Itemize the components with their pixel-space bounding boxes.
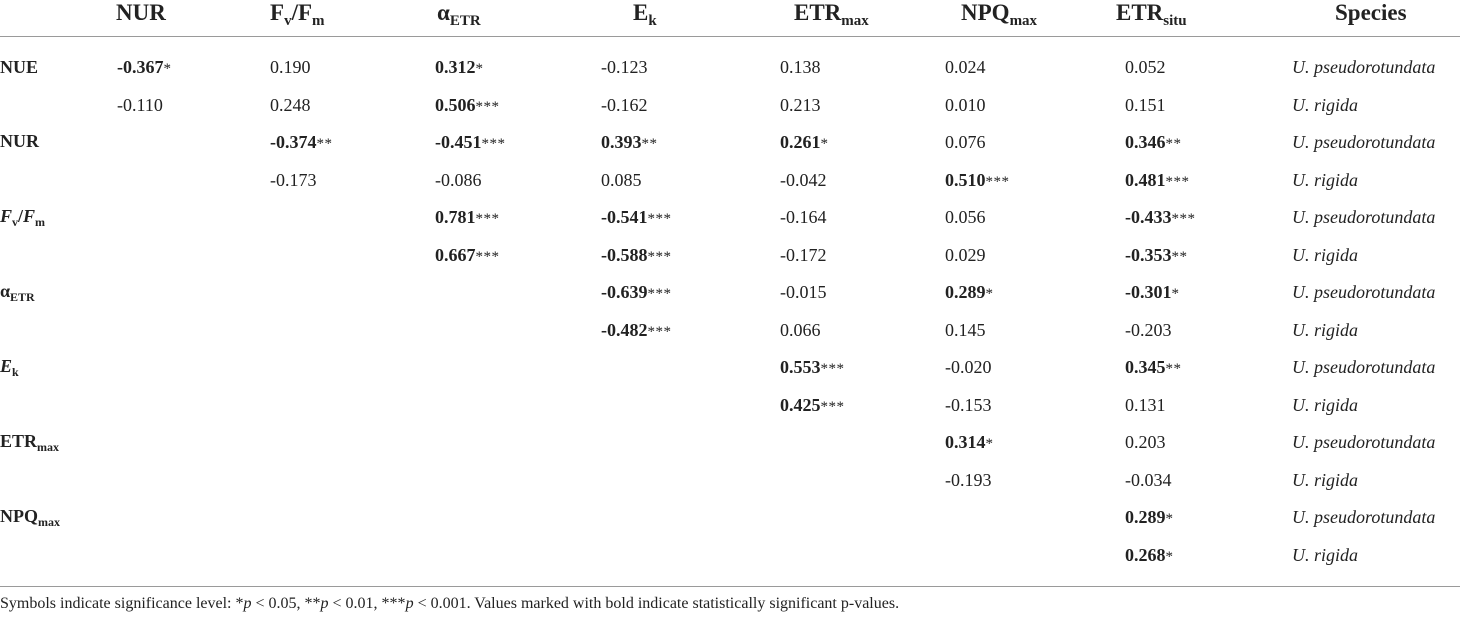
table-cell: 0.510*** [945,169,1010,190]
header-alpha-etr: $\alpha_{ETR}$ [437,0,481,29]
table-cell: 0.393** [601,132,658,152]
table-cell: -0.541*** [601,207,672,227]
row-label-nur: NUR [0,131,39,151]
table-cell: 0.010 [945,94,986,115]
species-cell: U. pseudorotundata [1292,57,1436,77]
row-label-etr-max: $ETR_{max}$ [0,431,60,454]
bottom-rule [0,586,1460,587]
table-cell: -0.123 [601,57,648,77]
species-cell: U. pseudorotundata [1292,432,1436,452]
header-etr-situ: $ETR_{situ}$ [1116,0,1187,29]
table-cell: 0.131 [1125,394,1166,415]
table-cell: 0.553*** [780,357,845,377]
table-cell: 0.312* [435,57,484,77]
table-cell: -0.367* [117,57,172,77]
header-rule [0,36,1460,37]
row-label-nue: NUE [0,57,39,77]
table-cell: -0.164 [780,207,827,227]
species-cell: U. rigida [1292,94,1359,115]
row-label-npq-max: $NPQ_{max}$ [0,506,60,529]
table-cell: 0.345** [1125,357,1182,377]
table-cell: 0.024 [945,57,986,77]
species-cell: U. pseudorotundata [1292,132,1436,152]
species-cell: U. pseudorotundata [1292,207,1436,227]
table-cell: 0.066 [780,319,821,340]
species-cell: U. rigida [1292,244,1359,265]
table-cell: 0.781*** [435,207,500,227]
table-cell: 0.481*** [1125,169,1190,190]
table-cell: 0.190 [270,57,311,77]
species-cell: U. rigida [1292,544,1359,565]
species-cell: U. pseudorotundata [1292,357,1436,377]
table-cell: -0.173 [270,169,317,190]
footnote: Symbols indicate significance level: *p < 0.05, **p < 0.01, ***p < 0.001. Values marked with bold indicate statistically significant p-values. [0,595,900,612]
row-label-ek: $E_k$ [0,356,19,379]
table-cell: -0.034 [1125,469,1172,490]
table-cell: 0.346** [1125,132,1182,152]
table-cell: -0.020 [945,357,992,377]
table-cell: -0.482*** [601,319,672,340]
species-cell: U. rigida [1292,169,1359,190]
table-cell: -0.042 [780,169,827,190]
table-cell: 0.261* [780,132,829,152]
header-ek: $E_k$ [633,0,657,29]
table-cell: -0.353** [1125,244,1188,265]
table-cell: 0.145 [945,319,986,340]
header-fv-fm: $F_v/F_m$ [270,0,325,29]
table-cell: 0.667*** [435,244,500,265]
table-cell: -0.015 [780,282,827,302]
table-cell: -0.193 [945,469,992,490]
table-cell: 0.203 [1125,432,1166,452]
table-cell: 0.248 [270,94,311,115]
species-cell: U. pseudorotundata [1292,507,1436,527]
species-cell: U. rigida [1292,469,1359,490]
table-cell: -0.162 [601,94,648,115]
table-cell: -0.153 [945,394,992,415]
table-cell: -0.301* [1125,282,1180,302]
header-nur: NUR [116,0,166,25]
header-species: Species [1335,0,1407,25]
species-cell: U. pseudorotundata [1292,282,1436,302]
table-cell: 0.076 [945,132,986,152]
table-cell: -0.086 [435,169,482,190]
table-cell: 0.085 [601,169,642,190]
table-cell: -0.110 [117,94,163,115]
table-cell: 0.314* [945,432,994,452]
table-cell: 0.052 [1125,57,1166,77]
species-cell: U. rigida [1292,394,1359,415]
table-cell: -0.451*** [435,132,506,152]
table-cell: -0.374** [270,132,333,152]
row-label-alpha-etr: $\alpha_{ETR}$ [0,281,35,304]
table-cell: 0.138 [780,57,821,77]
table-cell: -0.433*** [1125,207,1196,227]
table-cell: 0.268* [1125,544,1174,565]
table-cell: 0.425*** [780,394,845,415]
table-cell: -0.172 [780,244,827,265]
table-cell: 0.151 [1125,94,1166,115]
table-cell: 0.213 [780,94,821,115]
row-label-fv-fm: $F_v/F_m$ [0,206,46,229]
species-cell: U. rigida [1292,319,1359,340]
table-cell: 0.289* [1125,507,1174,527]
table-cell: 0.289* [945,282,994,302]
table-cell: -0.639*** [601,282,672,302]
table-cell: 0.056 [945,207,986,227]
table-cell: -0.203 [1125,319,1172,340]
table-cell: 0.506*** [435,94,500,115]
table-cell: -0.588*** [601,244,672,265]
table-cell: 0.029 [945,244,986,265]
header-npq-max: $NPQ_{max}$ [961,0,1038,29]
header-etr-max: $ETR_{max}$ [794,0,869,29]
